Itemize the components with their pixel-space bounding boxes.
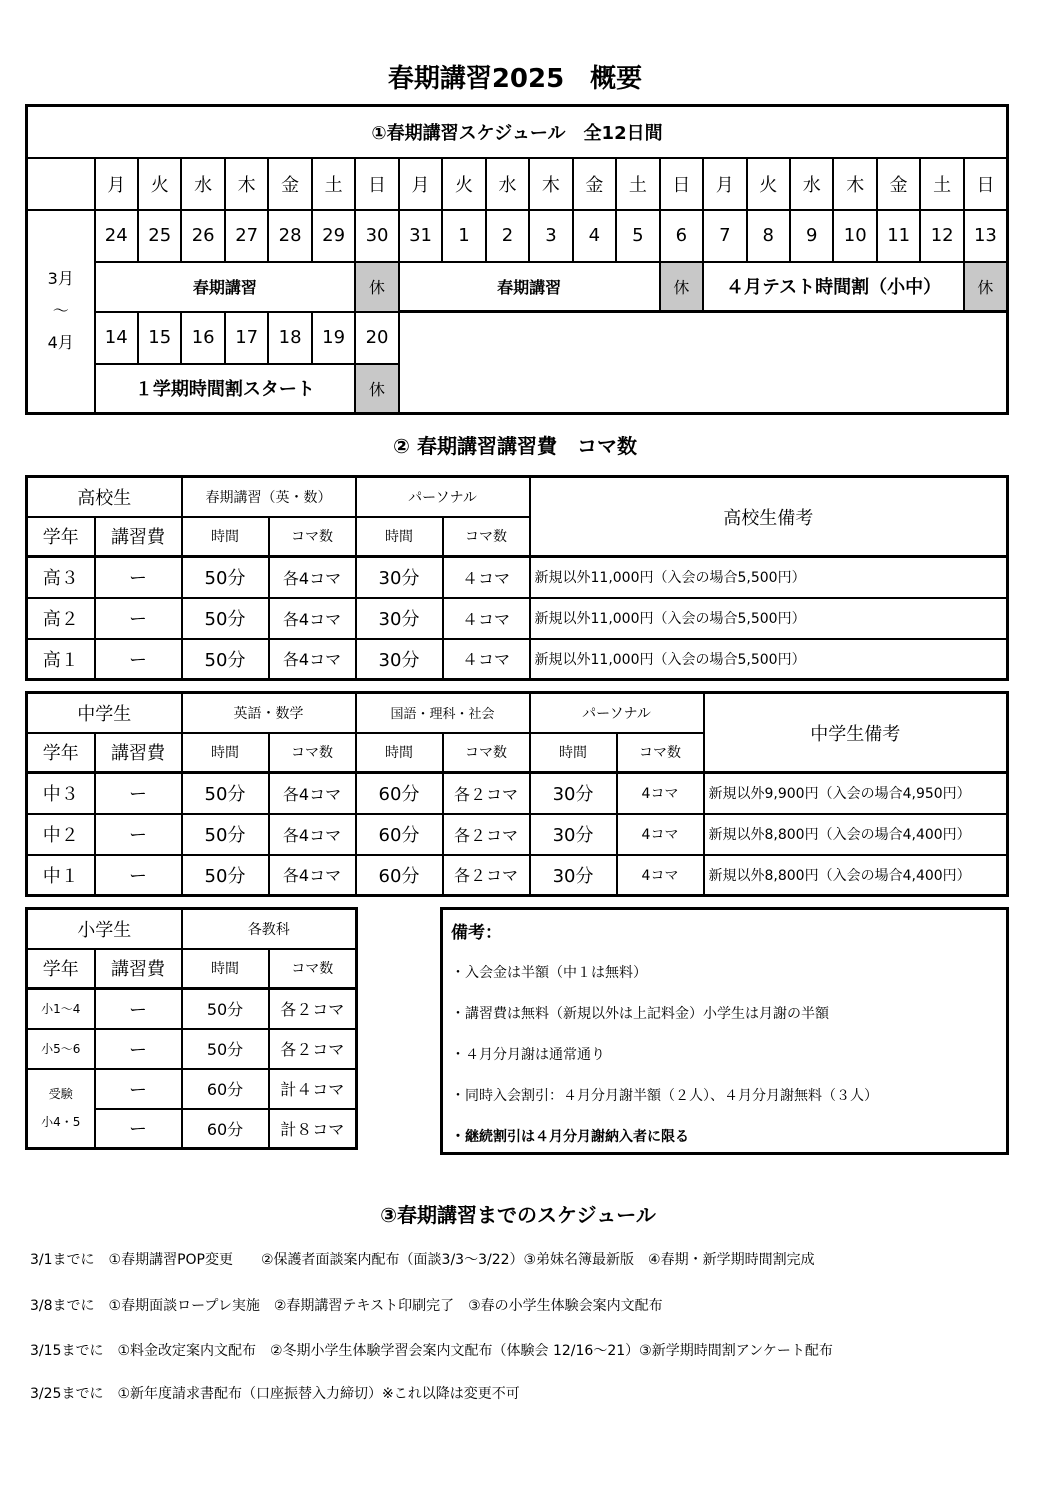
date-cell: 31 (399, 210, 442, 262)
weekday-cell: 火 (747, 158, 790, 210)
weekday-cell: 月 (399, 158, 442, 210)
table-row (27, 598, 1008, 639)
april-test-label: ４月テスト時間割（小中） (703, 262, 964, 312)
month-label (27, 210, 95, 414)
time-cell: 30分 (356, 639, 443, 680)
spring-course-label-2: 春期講習 (399, 262, 660, 312)
spring-course-label-1: 春期講習 (95, 262, 356, 312)
week1-date-row (27, 210, 1008, 262)
calendar-table (25, 104, 1009, 415)
col-time: 時間 (356, 517, 443, 557)
schedule-line: 3/1までに ①春期講習POP変更 ②保護者面談案内配布（面談3/3～3/22）③弟妹名簿最新版 ④春期・新学期時間割完成 (30, 1252, 815, 1268)
holiday-label-4: 休 (355, 364, 398, 414)
koma-cell: 4コマ (617, 773, 704, 814)
fee-cell: ー (95, 855, 182, 896)
date-cell: 28 (268, 210, 311, 262)
schedule-title: ③春期講習までのスケジュール (380, 1203, 656, 1227)
middle-group1: 英語・数学 (182, 693, 356, 733)
table-row (27, 1029, 357, 1069)
col-time: 時間 (182, 733, 269, 773)
fees-title: ② 春期講習講習費 コマ数 (393, 434, 637, 458)
date-cell: 2 (486, 210, 529, 262)
weekday-cell: 金 (573, 158, 616, 210)
note-item: ・講習費は無料（新規以外は上記料金）小学生は月謝の半額 (451, 1006, 829, 1022)
col-time: 時間 (356, 733, 443, 773)
weekday-cell: 土 (312, 158, 355, 210)
fee-cell: ー (95, 557, 182, 598)
grade-cell: 高１ (27, 639, 95, 680)
weekday-cell: 火 (442, 158, 485, 210)
week1-label-row (27, 262, 1008, 312)
weekday-cell: 土 (920, 158, 963, 210)
date-cell: 16 (181, 312, 224, 364)
col-koma: コマ数 (269, 949, 357, 989)
calendar-header: ①春期講習スケジュール 全12日間 (27, 106, 1008, 158)
table-row (27, 855, 1008, 896)
koma-cell: 各２コマ (443, 773, 530, 814)
col-grade: 学年 (27, 517, 95, 557)
middle-group3: パーソナル (530, 693, 704, 733)
time-cell: 30分 (356, 598, 443, 639)
elementary-table (25, 907, 358, 1150)
notes-box (440, 907, 1009, 1155)
date-cell: 10 (833, 210, 876, 262)
fee-cell: ー (95, 598, 182, 639)
note-cell: 新規以外11,000円（入会の場合5,500円） (530, 598, 1008, 639)
time-cell: 50分 (182, 1029, 269, 1069)
weekday-cell: 水 (790, 158, 833, 210)
koma-cell: ４コマ (443, 598, 530, 639)
grade-cell: 小1～4 (27, 989, 95, 1029)
weekday-cell: 土 (616, 158, 659, 210)
date-cell: 25 (138, 210, 181, 262)
week2-date-row (27, 312, 1008, 364)
col-koma: コマ数 (443, 733, 530, 773)
date-cell: 17 (225, 312, 268, 364)
weekday-cell: 木 (833, 158, 876, 210)
term1-start-label: １学期時間割スタート (95, 364, 356, 414)
note-cell: 新規以外8,800円（入会の場合4,400円） (704, 814, 1008, 855)
weekday-cell: 金 (877, 158, 920, 210)
time-cell: 50分 (182, 855, 269, 896)
col-koma: コマ数 (269, 517, 356, 557)
weekday-cell: 水 (486, 158, 529, 210)
date-cell: 30 (355, 210, 398, 262)
time-cell: 60分 (356, 773, 443, 814)
col-koma: コマ数 (443, 517, 530, 557)
fee-cell: ー (95, 1109, 182, 1149)
grade-cell: 小5～6 (27, 1029, 95, 1069)
date-cell: 1 (442, 210, 485, 262)
high-remarks-header: 高校生備考 (530, 477, 1008, 557)
month-end: 4月 (47, 333, 74, 353)
time-cell: 50分 (182, 598, 269, 639)
fee-cell: ー (95, 773, 182, 814)
col-time: 時間 (530, 733, 617, 773)
time-cell: 60分 (182, 1069, 269, 1109)
month-start: 3月 (47, 269, 74, 289)
date-cell: 11 (877, 210, 920, 262)
date-cell: 18 (268, 312, 311, 364)
koma-cell: 各4コマ (269, 855, 356, 896)
date-cell: 29 (312, 210, 355, 262)
time-cell: 50分 (182, 989, 269, 1029)
table-row (27, 989, 357, 1029)
weekday-cell: 日 (964, 158, 1008, 210)
table-row (27, 557, 1008, 598)
note-item: ・同時入会割引：４月分月謝半額（２人）、４月分月謝無料（３人） (451, 1088, 878, 1104)
time-cell: 30分 (530, 773, 617, 814)
koma-cell: 計４コマ (269, 1069, 357, 1109)
col-grade: 学年 (27, 949, 95, 989)
weekday-cell: 日 (660, 158, 703, 210)
time-cell: 50分 (182, 557, 269, 598)
weekday-cell: 月 (703, 158, 746, 210)
page-title: 春期講習2025 概要 (387, 64, 643, 94)
koma-cell: ４コマ (443, 557, 530, 598)
time-cell: 30分 (356, 557, 443, 598)
elementary-label: 小学生 (27, 909, 182, 949)
time-cell: 60分 (356, 855, 443, 896)
high-school-table (25, 475, 1009, 681)
date-cell: 12 (920, 210, 963, 262)
weekday-cell: 火 (138, 158, 181, 210)
col-time: 時間 (182, 517, 269, 557)
col-time: 時間 (182, 949, 269, 989)
col-koma: コマ数 (617, 733, 704, 773)
holiday-label-1: 休 (355, 262, 398, 312)
date-cell: 14 (95, 312, 138, 364)
koma-cell: 各２コマ (269, 1029, 357, 1069)
weekday-cell: 水 (181, 158, 224, 210)
weekday-cell: 日 (355, 158, 398, 210)
high-group1: 春期講習（英・数） (182, 477, 356, 517)
middle-school-label: 中学生 (27, 693, 182, 733)
elementary-group1: 各教科 (182, 909, 357, 949)
koma-cell: ４コマ (443, 639, 530, 680)
note-cell: 新規以外8,800円（入会の場合4,400円） (704, 855, 1008, 896)
fee-cell: ー (95, 1069, 182, 1109)
table-row (27, 639, 1008, 680)
weekday-cell: 木 (529, 158, 572, 210)
fee-cell: ー (95, 989, 182, 1029)
holiday-label-2: 休 (660, 262, 703, 312)
time-cell: 30分 (530, 855, 617, 896)
date-cell: 5 (616, 210, 659, 262)
koma-cell: 各4コマ (269, 773, 356, 814)
weekday-row (27, 158, 1008, 210)
table-row (27, 814, 1008, 855)
date-cell: 7 (703, 210, 746, 262)
note-item: ・入会金は半額（中１は無料） (451, 965, 647, 981)
weekday-cell: 金 (268, 158, 311, 210)
time-cell: 60分 (356, 814, 443, 855)
high-school-label: 高校生 (27, 477, 182, 517)
middle-remarks-header: 中学生備考 (704, 693, 1008, 773)
koma-cell: 4コマ (617, 814, 704, 855)
schedule-line: 3/8までに ①春期面談ロープレ実施 ②春期講習テキスト印刷完了 ③春の小学生体験会案内文配布 (30, 1298, 663, 1314)
col-fee: 講習費 (95, 733, 182, 773)
fee-cell: ー (95, 814, 182, 855)
exam-label: 受験 (48, 1087, 73, 1102)
koma-cell: 各4コマ (269, 598, 356, 639)
date-cell: 9 (790, 210, 833, 262)
date-cell: 3 (529, 210, 572, 262)
koma-cell: 計８コマ (269, 1109, 357, 1149)
middle-group2: 国語・理科・社会 (356, 693, 530, 733)
weekday-cell: 月 (95, 158, 138, 210)
koma-cell: 各4コマ (269, 639, 356, 680)
fee-cell: ー (95, 639, 182, 680)
note-cell: 新規以外11,000円（入会の場合5,500円） (530, 639, 1008, 680)
grade-cell: 高３ (27, 557, 95, 598)
corner-cell (27, 158, 95, 210)
grade-cell: 中１ (27, 855, 95, 896)
grade-cell: 中３ (27, 773, 95, 814)
note-cell: 新規以外11,000円（入会の場合5,500円） (530, 557, 1008, 598)
weekday-cell: 木 (225, 158, 268, 210)
time-cell: 30分 (530, 814, 617, 855)
exam-grade: 小4・5 (41, 1115, 81, 1130)
schedule-line: 3/25までに ①新年度請求書配布（口座振替入力締切）※これ以降は変更不可 (30, 1386, 520, 1402)
koma-cell: 各２コマ (443, 814, 530, 855)
col-fee: 講習費 (95, 949, 182, 989)
note-item: ・継続割引は４月分月謝納入者に限る (451, 1129, 689, 1145)
date-cell: 26 (181, 210, 224, 262)
table-row (27, 1069, 357, 1109)
koma-cell: 各4コマ (269, 814, 356, 855)
table-row (27, 773, 1008, 814)
month-sep: ～ (52, 301, 69, 321)
date-cell: 27 (225, 210, 268, 262)
exam-grade-cell (27, 1069, 95, 1149)
date-cell: 6 (660, 210, 703, 262)
time-cell: 50分 (182, 773, 269, 814)
grade-cell: 高２ (27, 598, 95, 639)
col-grade: 学年 (27, 733, 95, 773)
date-cell: 8 (747, 210, 790, 262)
col-fee: 講習費 (95, 517, 182, 557)
note-item: ・４月分月謝は通常通り (451, 1047, 605, 1063)
time-cell: 60分 (182, 1109, 269, 1149)
holiday-label-3: 休 (964, 262, 1008, 312)
high-group2: パーソナル (356, 477, 530, 517)
empty-area (399, 312, 1008, 414)
time-cell: 50分 (182, 639, 269, 680)
time-cell: 50分 (182, 814, 269, 855)
date-cell: 20 (355, 312, 398, 364)
notes-title: 備考： (451, 923, 502, 943)
date-cell: 15 (138, 312, 181, 364)
koma-cell: 各２コマ (443, 855, 530, 896)
schedule-line: 3/15までに ①料金改定案内文配布 ②冬期小学生体験学習会案内文配布（体験会 12/16～21）③新学期時間割アンケート配布 (30, 1343, 833, 1359)
date-cell: 4 (573, 210, 616, 262)
note-cell: 新規以外9,900円（入会の場合4,950円） (704, 773, 1008, 814)
koma-cell: 各4コマ (269, 557, 356, 598)
fee-cell: ー (95, 1029, 182, 1069)
col-koma: コマ数 (269, 733, 356, 773)
date-cell: 24 (95, 210, 138, 262)
date-cell: 19 (312, 312, 355, 364)
grade-cell: 中２ (27, 814, 95, 855)
middle-school-table (25, 691, 1009, 897)
koma-cell: 4コマ (617, 855, 704, 896)
koma-cell: 各２コマ (269, 989, 357, 1029)
date-cell: 13 (964, 210, 1008, 262)
